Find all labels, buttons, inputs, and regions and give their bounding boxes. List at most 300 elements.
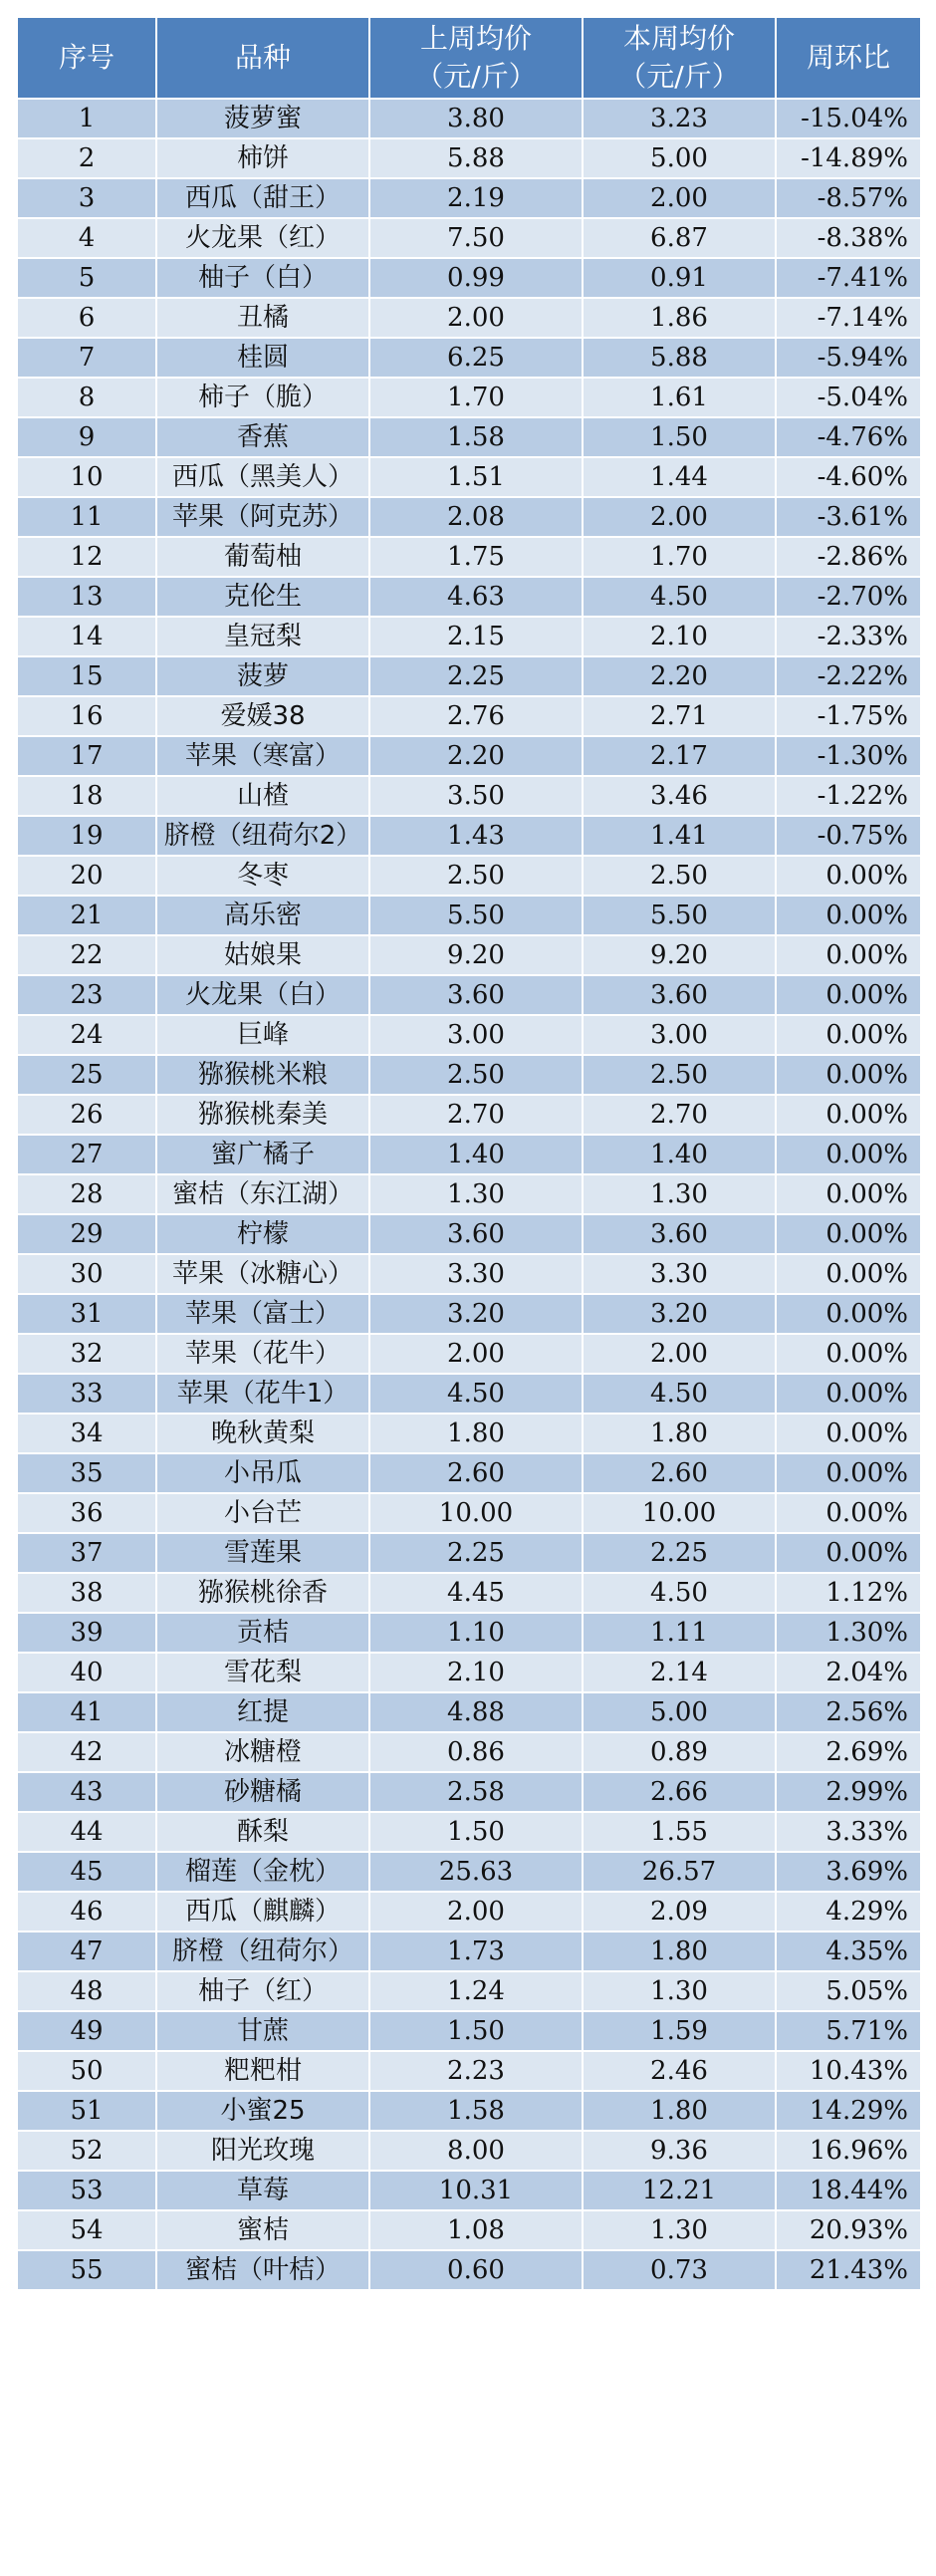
- row-week-change: -4.60%: [776, 457, 921, 497]
- table-row: [17, 2011, 921, 2051]
- row-week-change: 0.00%: [776, 1254, 921, 1294]
- row-index: 41: [17, 1692, 156, 1732]
- row-index: 6: [17, 298, 156, 338]
- row-last-week-price: 5.50: [369, 896, 583, 935]
- row-last-week-price: 1.43: [369, 816, 583, 856]
- row-variety: 小蜜25: [156, 2091, 369, 2131]
- row-index: 47: [17, 1932, 156, 1971]
- row-last-week-price: 2.70: [369, 1095, 583, 1135]
- row-variety: 苹果（寒富）: [156, 736, 369, 776]
- row-week-change: 16.96%: [776, 2131, 921, 2171]
- row-this-week-price: 4.50: [583, 1573, 776, 1613]
- row-variety: 蜜桔（东江湖）: [156, 1174, 369, 1214]
- row-week-change: -7.41%: [776, 258, 921, 298]
- row-variety: 雪花梨: [156, 1653, 369, 1692]
- table-row: [17, 1055, 921, 1095]
- row-last-week-price: 4.45: [369, 1573, 583, 1613]
- row-last-week-price: 2.20: [369, 736, 583, 776]
- row-variety: 柚子（红）: [156, 1971, 369, 2011]
- row-variety: 猕猴桃徐香: [156, 1573, 369, 1613]
- row-last-week-price: 2.25: [369, 656, 583, 696]
- row-variety: 爱媛38: [156, 696, 369, 736]
- row-this-week-price: 0.89: [583, 1732, 776, 1772]
- row-week-change: 0.00%: [776, 1214, 921, 1254]
- row-this-week-price: 1.30: [583, 2210, 776, 2250]
- row-week-change: 0.00%: [776, 1294, 921, 1334]
- row-variety: 山楂: [156, 776, 369, 816]
- row-variety: 小台芒: [156, 1493, 369, 1533]
- row-week-change: 0.00%: [776, 1015, 921, 1055]
- row-last-week-price: 3.60: [369, 1214, 583, 1254]
- row-this-week-price: 4.50: [583, 1374, 776, 1414]
- table-row: [17, 1294, 921, 1334]
- table-row: [17, 2091, 921, 2131]
- row-week-change: 10.43%: [776, 2051, 921, 2091]
- row-week-change: -0.75%: [776, 816, 921, 856]
- row-variety: 西瓜（麒麟）: [156, 1892, 369, 1932]
- row-week-change: 5.71%: [776, 2011, 921, 2051]
- row-index: 44: [17, 1812, 156, 1852]
- row-index: 4: [17, 218, 156, 258]
- row-variety: 菠萝蜜: [156, 99, 369, 138]
- row-variety: 蜜广橘子: [156, 1135, 369, 1174]
- row-last-week-price: 2.15: [369, 617, 583, 656]
- row-variety: 丑橘: [156, 298, 369, 338]
- row-index: 40: [17, 1653, 156, 1692]
- price-table: [16, 16, 922, 2291]
- row-index: 20: [17, 856, 156, 896]
- row-variety: 柿饼: [156, 138, 369, 178]
- row-week-change: -4.76%: [776, 417, 921, 457]
- row-week-change: -1.30%: [776, 736, 921, 776]
- table-row: [17, 1852, 921, 1892]
- table-row: [17, 2051, 921, 2091]
- row-last-week-price: 3.60: [369, 975, 583, 1015]
- row-this-week-price: 10.00: [583, 1493, 776, 1533]
- row-index: 48: [17, 1971, 156, 2011]
- table-row: [17, 178, 921, 218]
- table-row: [17, 378, 921, 417]
- row-index: 34: [17, 1414, 156, 1453]
- table-row: [17, 138, 921, 178]
- row-this-week-price: 1.80: [583, 2091, 776, 2131]
- row-variety: 脐橙（纽荷尔）: [156, 1932, 369, 1971]
- row-week-change: -15.04%: [776, 99, 921, 138]
- row-this-week-price: 26.57: [583, 1852, 776, 1892]
- row-week-change: 0.00%: [776, 1174, 921, 1214]
- row-last-week-price: 1.75: [369, 537, 583, 577]
- row-index: 10: [17, 457, 156, 497]
- table-row: [17, 298, 921, 338]
- row-this-week-price: 5.00: [583, 138, 776, 178]
- row-this-week-price: 2.00: [583, 497, 776, 537]
- row-index: 46: [17, 1892, 156, 1932]
- row-week-change: -3.61%: [776, 497, 921, 537]
- row-variety: 苹果（冰糖心）: [156, 1254, 369, 1294]
- row-week-change: 0.00%: [776, 1374, 921, 1414]
- row-week-change: 0.00%: [776, 1334, 921, 1374]
- table-row: [17, 1533, 921, 1573]
- row-variety: 苹果（富士）: [156, 1294, 369, 1334]
- table-row: [17, 1573, 921, 1613]
- row-this-week-price: 2.25: [583, 1533, 776, 1573]
- row-week-change: -2.70%: [776, 577, 921, 617]
- row-this-week-price: 2.14: [583, 1653, 776, 1692]
- table-row: [17, 816, 921, 856]
- row-week-change: -2.86%: [776, 537, 921, 577]
- row-week-change: 2.99%: [776, 1772, 921, 1812]
- row-last-week-price: 1.24: [369, 1971, 583, 2011]
- row-index: 15: [17, 656, 156, 696]
- row-index: 49: [17, 2011, 156, 2051]
- row-last-week-price: 1.30: [369, 1174, 583, 1214]
- row-last-week-price: 9.20: [369, 935, 583, 975]
- table-row: [17, 776, 921, 816]
- row-variety: 红提: [156, 1692, 369, 1732]
- row-last-week-price: 0.86: [369, 1732, 583, 1772]
- header-this-week-price: 本周均价 （元/斤）: [583, 17, 776, 99]
- table-row: [17, 1971, 921, 2011]
- row-index: 2: [17, 138, 156, 178]
- row-last-week-price: 6.25: [369, 338, 583, 378]
- row-variety: 柿子（脆）: [156, 378, 369, 417]
- row-this-week-price: 2.46: [583, 2051, 776, 2091]
- row-index: 7: [17, 338, 156, 378]
- row-variety: 脐橙（纽荷尔2）: [156, 816, 369, 856]
- row-last-week-price: 2.08: [369, 497, 583, 537]
- row-last-week-price: 0.60: [369, 2250, 583, 2290]
- row-index: 39: [17, 1613, 156, 1653]
- row-last-week-price: 1.58: [369, 2091, 583, 2131]
- row-last-week-price: 3.50: [369, 776, 583, 816]
- row-index: 32: [17, 1334, 156, 1374]
- table-row: [17, 696, 921, 736]
- row-variety: 葡萄柚: [156, 537, 369, 577]
- row-week-change: 3.33%: [776, 1812, 921, 1852]
- table-row: [17, 1892, 921, 1932]
- row-index: 28: [17, 1174, 156, 1214]
- row-last-week-price: 4.63: [369, 577, 583, 617]
- row-last-week-price: 2.50: [369, 1055, 583, 1095]
- row-this-week-price: 3.46: [583, 776, 776, 816]
- table-row: [17, 338, 921, 378]
- row-this-week-price: 2.10: [583, 617, 776, 656]
- row-week-change: -7.14%: [776, 298, 921, 338]
- row-last-week-price: 2.60: [369, 1453, 583, 1493]
- row-this-week-price: 1.40: [583, 1135, 776, 1174]
- row-this-week-price: 5.88: [583, 338, 776, 378]
- row-last-week-price: 4.50: [369, 1374, 583, 1414]
- row-index: 8: [17, 378, 156, 417]
- row-this-week-price: 1.59: [583, 2011, 776, 2051]
- row-variety: 桂圆: [156, 338, 369, 378]
- table-row: [17, 935, 921, 975]
- row-week-change: 5.05%: [776, 1971, 921, 2011]
- table-row: [17, 1135, 921, 1174]
- row-week-change: -5.04%: [776, 378, 921, 417]
- row-last-week-price: 7.50: [369, 218, 583, 258]
- row-this-week-price: 5.50: [583, 896, 776, 935]
- row-index: 21: [17, 896, 156, 935]
- row-week-change: 21.43%: [776, 2250, 921, 2290]
- table-row: [17, 497, 921, 537]
- row-index: 27: [17, 1135, 156, 1174]
- row-index: 23: [17, 975, 156, 1015]
- row-last-week-price: 1.50: [369, 1812, 583, 1852]
- row-last-week-price: 2.00: [369, 1334, 583, 1374]
- row-variety: 砂糖橘: [156, 1772, 369, 1812]
- row-this-week-price: 1.11: [583, 1613, 776, 1653]
- row-index: 53: [17, 2171, 156, 2210]
- row-week-change: -1.75%: [776, 696, 921, 736]
- row-variety: 苹果（阿克苏）: [156, 497, 369, 537]
- row-index: 30: [17, 1254, 156, 1294]
- row-this-week-price: 3.60: [583, 1214, 776, 1254]
- table-row: [17, 1653, 921, 1692]
- row-index: 9: [17, 417, 156, 457]
- row-last-week-price: 1.70: [369, 378, 583, 417]
- row-this-week-price: 1.30: [583, 1971, 776, 2011]
- row-index: 11: [17, 497, 156, 537]
- table-row: [17, 2131, 921, 2171]
- row-this-week-price: 3.00: [583, 1015, 776, 1055]
- row-this-week-price: 1.61: [583, 378, 776, 417]
- table-row: [17, 1015, 921, 1055]
- row-last-week-price: 2.10: [369, 1653, 583, 1692]
- row-this-week-price: 3.30: [583, 1254, 776, 1294]
- row-index: 14: [17, 617, 156, 656]
- table-row: [17, 975, 921, 1015]
- row-index: 1: [17, 99, 156, 138]
- table-row: [17, 1095, 921, 1135]
- row-this-week-price: 4.50: [583, 577, 776, 617]
- row-this-week-price: 9.36: [583, 2131, 776, 2171]
- row-last-week-price: 1.58: [369, 417, 583, 457]
- header-index: 序号: [17, 17, 156, 99]
- row-week-change: 0.00%: [776, 896, 921, 935]
- table-row: [17, 656, 921, 696]
- row-this-week-price: 0.91: [583, 258, 776, 298]
- row-variety: 甘蔗: [156, 2011, 369, 2051]
- row-variety: 菠萝: [156, 656, 369, 696]
- row-this-week-price: 12.21: [583, 2171, 776, 2210]
- price-table-container: [16, 16, 920, 2291]
- row-week-change: 0.00%: [776, 1055, 921, 1095]
- table-row: [17, 1613, 921, 1653]
- table-row: [17, 2250, 921, 2290]
- row-index: 38: [17, 1573, 156, 1613]
- row-week-change: -2.22%: [776, 656, 921, 696]
- table-row: [17, 1732, 921, 1772]
- row-variety: 皇冠梨: [156, 617, 369, 656]
- row-index: 3: [17, 178, 156, 218]
- row-index: 5: [17, 258, 156, 298]
- row-week-change: 14.29%: [776, 2091, 921, 2131]
- table-row: [17, 617, 921, 656]
- row-variety: 苹果（花牛1）: [156, 1374, 369, 1414]
- row-this-week-price: 1.41: [583, 816, 776, 856]
- table-row: [17, 736, 921, 776]
- row-last-week-price: 3.80: [369, 99, 583, 138]
- header-variety: 品种: [156, 17, 369, 99]
- row-variety: 西瓜（甜王）: [156, 178, 369, 218]
- row-this-week-price: 3.60: [583, 975, 776, 1015]
- row-last-week-price: 1.80: [369, 1414, 583, 1453]
- row-this-week-price: 2.00: [583, 178, 776, 218]
- row-variety: 冰糖橙: [156, 1732, 369, 1772]
- row-index: 33: [17, 1374, 156, 1414]
- row-variety: 粑粑柑: [156, 2051, 369, 2091]
- table-row: [17, 2210, 921, 2250]
- row-week-change: 2.56%: [776, 1692, 921, 1732]
- row-week-change: -5.94%: [776, 338, 921, 378]
- row-this-week-price: 6.87: [583, 218, 776, 258]
- row-this-week-price: 2.50: [583, 1055, 776, 1095]
- table-row: [17, 1414, 921, 1453]
- row-week-change: 1.30%: [776, 1613, 921, 1653]
- header-row: [17, 17, 921, 99]
- row-this-week-price: 2.17: [583, 736, 776, 776]
- row-this-week-price: 2.66: [583, 1772, 776, 1812]
- row-this-week-price: 2.09: [583, 1892, 776, 1932]
- row-this-week-price: 2.50: [583, 856, 776, 896]
- table-body: [17, 99, 921, 2290]
- row-variety: 姑娘果: [156, 935, 369, 975]
- row-week-change: -14.89%: [776, 138, 921, 178]
- row-variety: 猕猴桃米粮: [156, 1055, 369, 1095]
- row-last-week-price: 1.73: [369, 1932, 583, 1971]
- row-last-week-price: 3.30: [369, 1254, 583, 1294]
- row-variety: 柠檬: [156, 1214, 369, 1254]
- table-row: [17, 577, 921, 617]
- row-week-change: 1.12%: [776, 1573, 921, 1613]
- row-index: 52: [17, 2131, 156, 2171]
- row-variety: 阳光玫瑰: [156, 2131, 369, 2171]
- table-row: [17, 1493, 921, 1533]
- row-this-week-price: 1.86: [583, 298, 776, 338]
- row-week-change: 2.69%: [776, 1732, 921, 1772]
- row-index: 36: [17, 1493, 156, 1533]
- row-variety: 柚子（白）: [156, 258, 369, 298]
- row-week-change: 0.00%: [776, 856, 921, 896]
- row-index: 31: [17, 1294, 156, 1334]
- table-row: [17, 1254, 921, 1294]
- header-last-week-price: 上周均价 （元/斤）: [369, 17, 583, 99]
- row-index: 35: [17, 1453, 156, 1493]
- row-last-week-price: 1.08: [369, 2210, 583, 2250]
- table-row: [17, 2171, 921, 2210]
- row-last-week-price: 3.20: [369, 1294, 583, 1334]
- table-row: [17, 1812, 921, 1852]
- row-this-week-price: 2.20: [583, 656, 776, 696]
- row-this-week-price: 3.20: [583, 1294, 776, 1334]
- table-row: [17, 1772, 921, 1812]
- row-variety: 苹果（花牛）: [156, 1334, 369, 1374]
- row-index: 18: [17, 776, 156, 816]
- row-week-change: 4.35%: [776, 1932, 921, 1971]
- row-index: 26: [17, 1095, 156, 1135]
- row-last-week-price: 2.00: [369, 298, 583, 338]
- row-this-week-price: 9.20: [583, 935, 776, 975]
- row-last-week-price: 10.31: [369, 2171, 583, 2210]
- table-row: [17, 896, 921, 935]
- row-this-week-price: 1.70: [583, 537, 776, 577]
- row-last-week-price: 2.25: [369, 1533, 583, 1573]
- row-index: 24: [17, 1015, 156, 1055]
- row-week-change: -2.33%: [776, 617, 921, 656]
- table-row: [17, 1334, 921, 1374]
- row-index: 19: [17, 816, 156, 856]
- row-week-change: 0.00%: [776, 1095, 921, 1135]
- row-week-change: 0.00%: [776, 975, 921, 1015]
- row-index: 37: [17, 1533, 156, 1573]
- row-index: 22: [17, 935, 156, 975]
- row-week-change: 2.04%: [776, 1653, 921, 1692]
- row-week-change: 0.00%: [776, 1533, 921, 1573]
- table-row: [17, 1174, 921, 1214]
- row-variety: 克伦生: [156, 577, 369, 617]
- row-variety: 蜜桔（叶桔）: [156, 2250, 369, 2290]
- row-index: 54: [17, 2210, 156, 2250]
- row-variety: 小吊瓜: [156, 1453, 369, 1493]
- row-week-change: 20.93%: [776, 2210, 921, 2250]
- row-index: 29: [17, 1214, 156, 1254]
- row-week-change: 18.44%: [776, 2171, 921, 2210]
- row-index: 43: [17, 1772, 156, 1812]
- row-week-change: 0.00%: [776, 1453, 921, 1493]
- row-week-change: 0.00%: [776, 1135, 921, 1174]
- row-this-week-price: 1.44: [583, 457, 776, 497]
- row-this-week-price: 2.60: [583, 1453, 776, 1493]
- row-last-week-price: 1.10: [369, 1613, 583, 1653]
- row-this-week-price: 2.70: [583, 1095, 776, 1135]
- row-this-week-price: 2.71: [583, 696, 776, 736]
- row-this-week-price: 1.80: [583, 1932, 776, 1971]
- row-last-week-price: 10.00: [369, 1493, 583, 1533]
- row-this-week-price: 2.00: [583, 1334, 776, 1374]
- row-variety: 草莓: [156, 2171, 369, 2210]
- row-week-change: -8.38%: [776, 218, 921, 258]
- row-variety: 晚秋黄梨: [156, 1414, 369, 1453]
- row-last-week-price: 2.19: [369, 178, 583, 218]
- row-week-change: -1.22%: [776, 776, 921, 816]
- row-this-week-price: 5.00: [583, 1692, 776, 1732]
- row-variety: 雪莲果: [156, 1533, 369, 1573]
- row-week-change: 3.69%: [776, 1852, 921, 1892]
- row-this-week-price: 1.50: [583, 417, 776, 457]
- row-variety: 榴莲（金枕）: [156, 1852, 369, 1892]
- row-variety: 高乐密: [156, 896, 369, 935]
- row-variety: 香蕉: [156, 417, 369, 457]
- row-last-week-price: 2.76: [369, 696, 583, 736]
- row-last-week-price: 25.63: [369, 1852, 583, 1892]
- row-variety: 巨峰: [156, 1015, 369, 1055]
- row-last-week-price: 3.00: [369, 1015, 583, 1055]
- table-row: [17, 258, 921, 298]
- row-variety: 猕猴桃秦美: [156, 1095, 369, 1135]
- row-variety: 冬枣: [156, 856, 369, 896]
- row-last-week-price: 2.00: [369, 1892, 583, 1932]
- row-this-week-price: 1.80: [583, 1414, 776, 1453]
- row-last-week-price: 8.00: [369, 2131, 583, 2171]
- table-row: [17, 537, 921, 577]
- row-week-change: 0.00%: [776, 1414, 921, 1453]
- table-row: [17, 856, 921, 896]
- row-last-week-price: 2.58: [369, 1772, 583, 1812]
- row-variety: 酥梨: [156, 1812, 369, 1852]
- row-this-week-price: 0.73: [583, 2250, 776, 2290]
- row-index: 50: [17, 2051, 156, 2091]
